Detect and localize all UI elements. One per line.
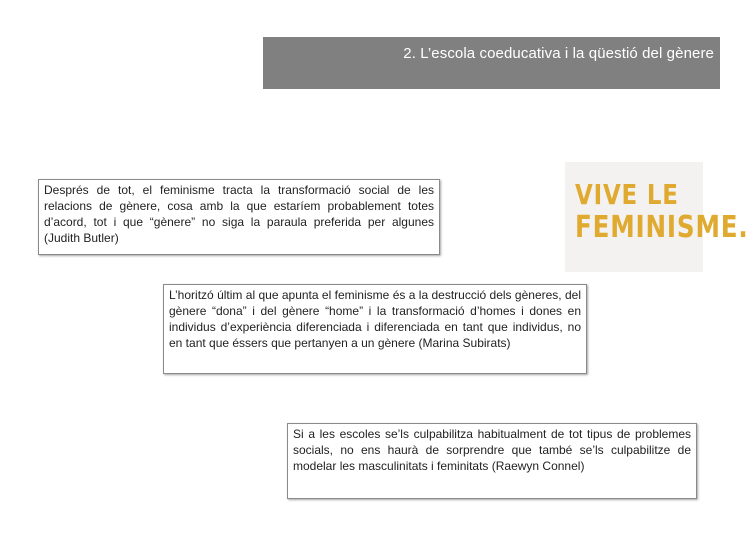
slide-title-bar [263,37,720,89]
vive-le-feminisme-image [565,162,749,272]
logo-line-1: VIVE LE [575,178,679,211]
slide-title: 2. L’escola coeducativa i la qüestió del gènere [403,45,714,62]
logo-line-2: FEMINISME. [575,210,749,245]
quote-judith-butler: Després de tot, el feminisme tracta la transformació social de les relacions de gènere, cosa amb la que estaríem probablement totes d’acord, tot i que “gènere” no siga la paraula preferida per algunes (Judith Butler) [38,179,440,255]
quote-marina-subirats: L’horitzó últim al que apunta el feminisme és a la destrucció dels gèneres, del gènere “dona” i del gènere “home” i la transformació d’homes i dones en individus d’experiència diferenciada i diferenciada en tant que individus, no en tant que éssers que pertanyen a un gènere (Marina Subirats) [163,284,587,374]
quote-raewyn-connel: Si a les escoles se’ls culpabilitza habitualment de tot tipus de problemes socials, no ens haurà de sorprendre que també se’ls culpabilitze de modelar les masculinitats i feminitats (Raewyn Connel) [287,423,697,499]
